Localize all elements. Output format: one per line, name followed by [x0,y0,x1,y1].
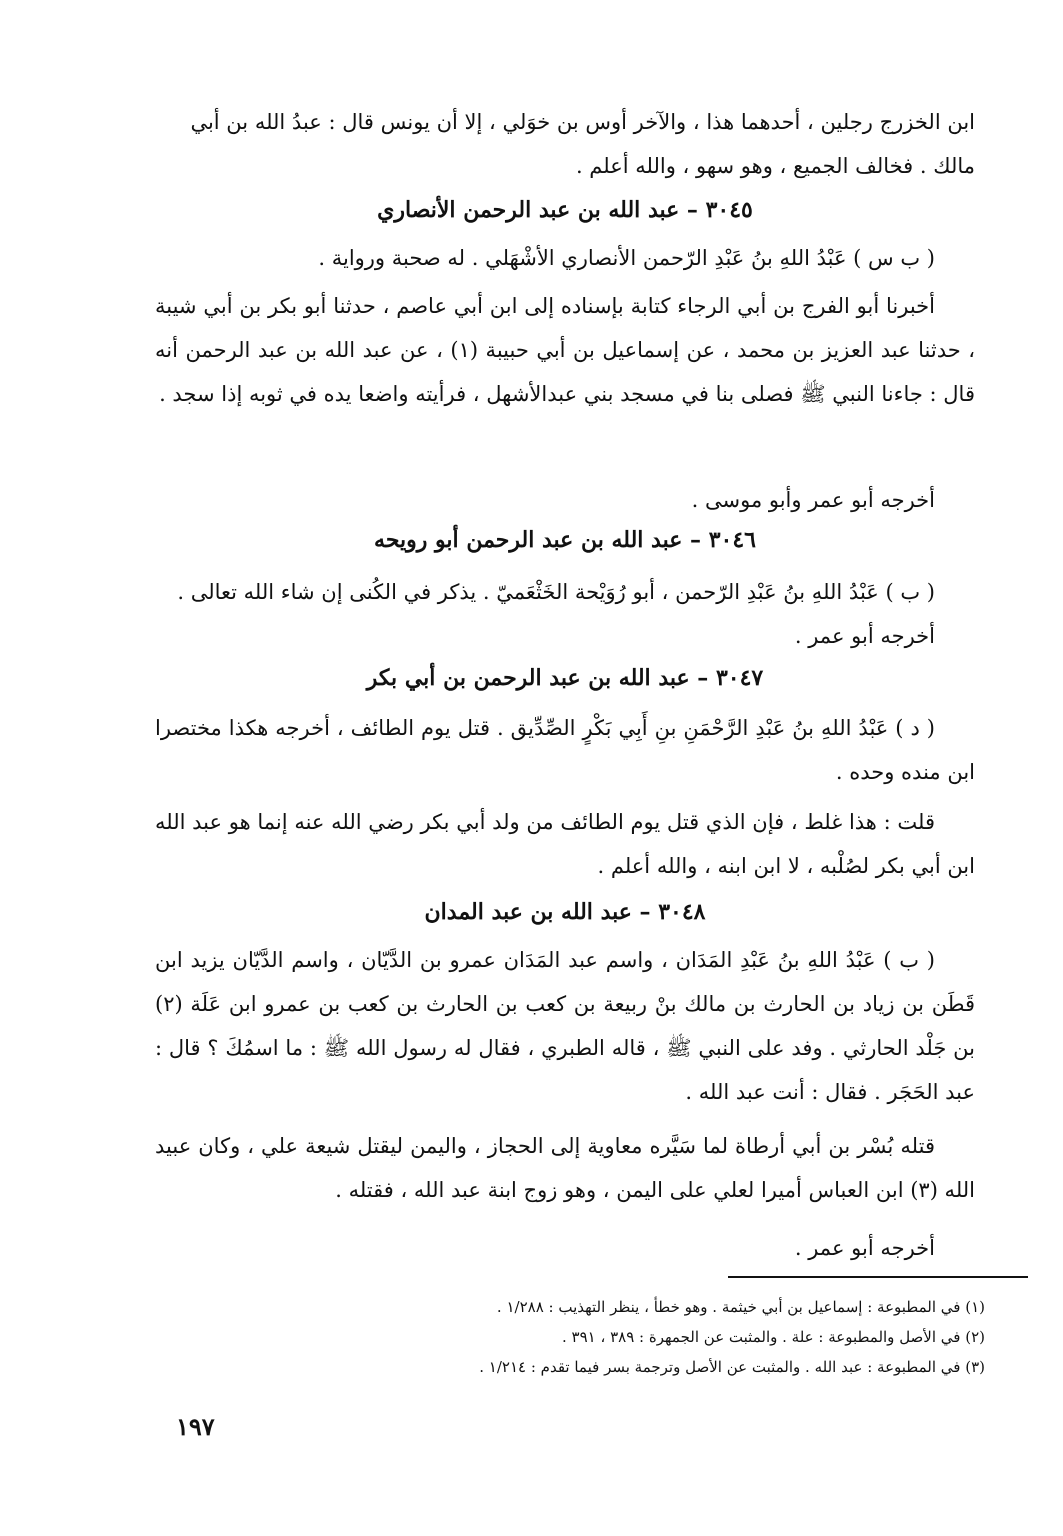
text-line: ابن الخزرج رجلين ، أحدهما هذا ، والآخر أوس بن خوَلي ، إلا أن يونس قال : عبدُ الله بن أبي [190,110,975,134]
text-paragraph: أخرجه أبو عمر وأبو موسى . [691,488,935,512]
narrative-paragraph [155,1124,975,1212]
footnote-separator [728,1276,1028,1278]
attribution-line [155,478,975,522]
hadith-paragraph [155,284,975,416]
attribution-line [155,1226,975,1270]
entry-heading: ٣٠٤٥ – عبد الله بن عبد الرحمن الأنصاري [377,197,753,223]
text-paragraph: ( د ) عَبْدُ اللهِ بنُ عَبْدِ الرَّحْمَنِ بنِ أَبِي بَكْرٍ الصِّدِّيق . قتل يوم الطائف ، أخرجه هكذا مختصرا ابن منده وحده . [155,716,975,784]
commentary-paragraph [155,800,975,888]
footnotes [155,1292,985,1382]
text-paragraph: أخبرنا أبو الفرج بن أبي الرجاء كتابة بإسناده إلى ابن أبي عاصم ، حدثنا أبو بكر بن أبي شيبة ، حدثنا عبد العزيز بن محمد ، عن إسماعيل بن أبي حبيبة (١) ، عن عبد الله بن عبد الرحمن أنه قال : جاءنا النبي ﷺ فصلى بنا في مسجد بني عبدالأشهل ، فرأيته واضعا يده في ثوبه إذا سجد . [155,294,975,406]
entry-paragraph [155,938,975,1114]
text-paragraph: ( ب س ) عَبْدُ اللهِ بنُ عَبْدِ الرّحمن الأنصاري الأشْهَلي . له صحبة ورواية . [318,246,935,270]
text-paragraph: قلت : هذا غلط ، فإن الذي قتل يوم الطائف من ولد أبي بكر رضي الله عنه إنما هو عبد الله ابن أبي بكر لصُلْبه ، لا ابن ابنه ، والله أعلم . [155,810,975,878]
entry-paragraph [155,706,975,794]
text-paragraph: أخرجه أبو عمر . [794,624,935,648]
text-paragraph: ( ب ) عَبْدُ اللهِ بنُ عَبْدِ المَدَان ، واسم عبد المَدَان عمرو بن الدَّيّان ، واسم الدَّيّان يزيد ابن قَطَن بن زياد بن الحارث بن مالك بنْ ربيعة بن كعب بن الحارث بن كعب بن عمرو ابن عَلَة (٢) بن جَلْد الحارثي . وفد على النبي ﷺ ، قاله الطبري ، فقال له رسول الله ﷺ : ما اسمُكَ ؟ قال : عبد الحَجَر . فقال : أنت عبد الله . [155,948,975,1104]
text-paragraph: قتله بُسْر بن أبي أرطاة لما سَيَّره معاوية إلى الحجاز ، واليمن ليقتل شيعة علي ، وكان عبيد الله (٣) ابن العباس أميرا لعلي على اليمن ، وهو زوج ابنة عبد الله ، فقتله . [155,1134,975,1202]
footnote-2: (٢) في الأصل والمطبوعة : علة . والمثبت عن الجمهرة : ٣٨٩ ، ٣٩١ . [562,1328,985,1346]
footnote-1: (١) في المطبوعة : إسماعيل بن أبي خيثمة . وهو خطأ ، ينظر التهذيب : ١/٢٨٨ . [496,1298,985,1316]
text-line: مالك . فخالف الجميع ، وهو سهو ، والله أعلم . [575,154,975,178]
entry-paragraph [155,570,975,658]
page-number: ١٩٧ [176,1412,215,1441]
entry-heading: ٣٠٤٨ – عبد الله بن عبد المدان [424,899,706,925]
entry-paragraph [155,236,975,280]
footnote-3: (٣) في المطبوعة : عبد الله . والمثبت عن الأصل وترجمة بسر فيما تقدم : ١/٢١٤ . [479,1358,985,1376]
continuation-paragraph [155,100,975,188]
entry-heading: ٣٠٤٧ – عبد الله بن عبد الرحمن بن أبي بكر [366,665,764,691]
text-paragraph: أخرجه أبو عمر . [794,1236,935,1260]
entry-heading: ٣٠٤٦ – عبد الله بن عبد الرحمن أبو رويحه [374,527,756,553]
text-paragraph: ( ب ) عَبْدُ اللهِ بنُ عَبْدِ الرّحمن ، أبو رُوَيْحة الخَثْعَميّ . يذكر في الكُنى إن شاء الله تعالى . [177,580,935,604]
